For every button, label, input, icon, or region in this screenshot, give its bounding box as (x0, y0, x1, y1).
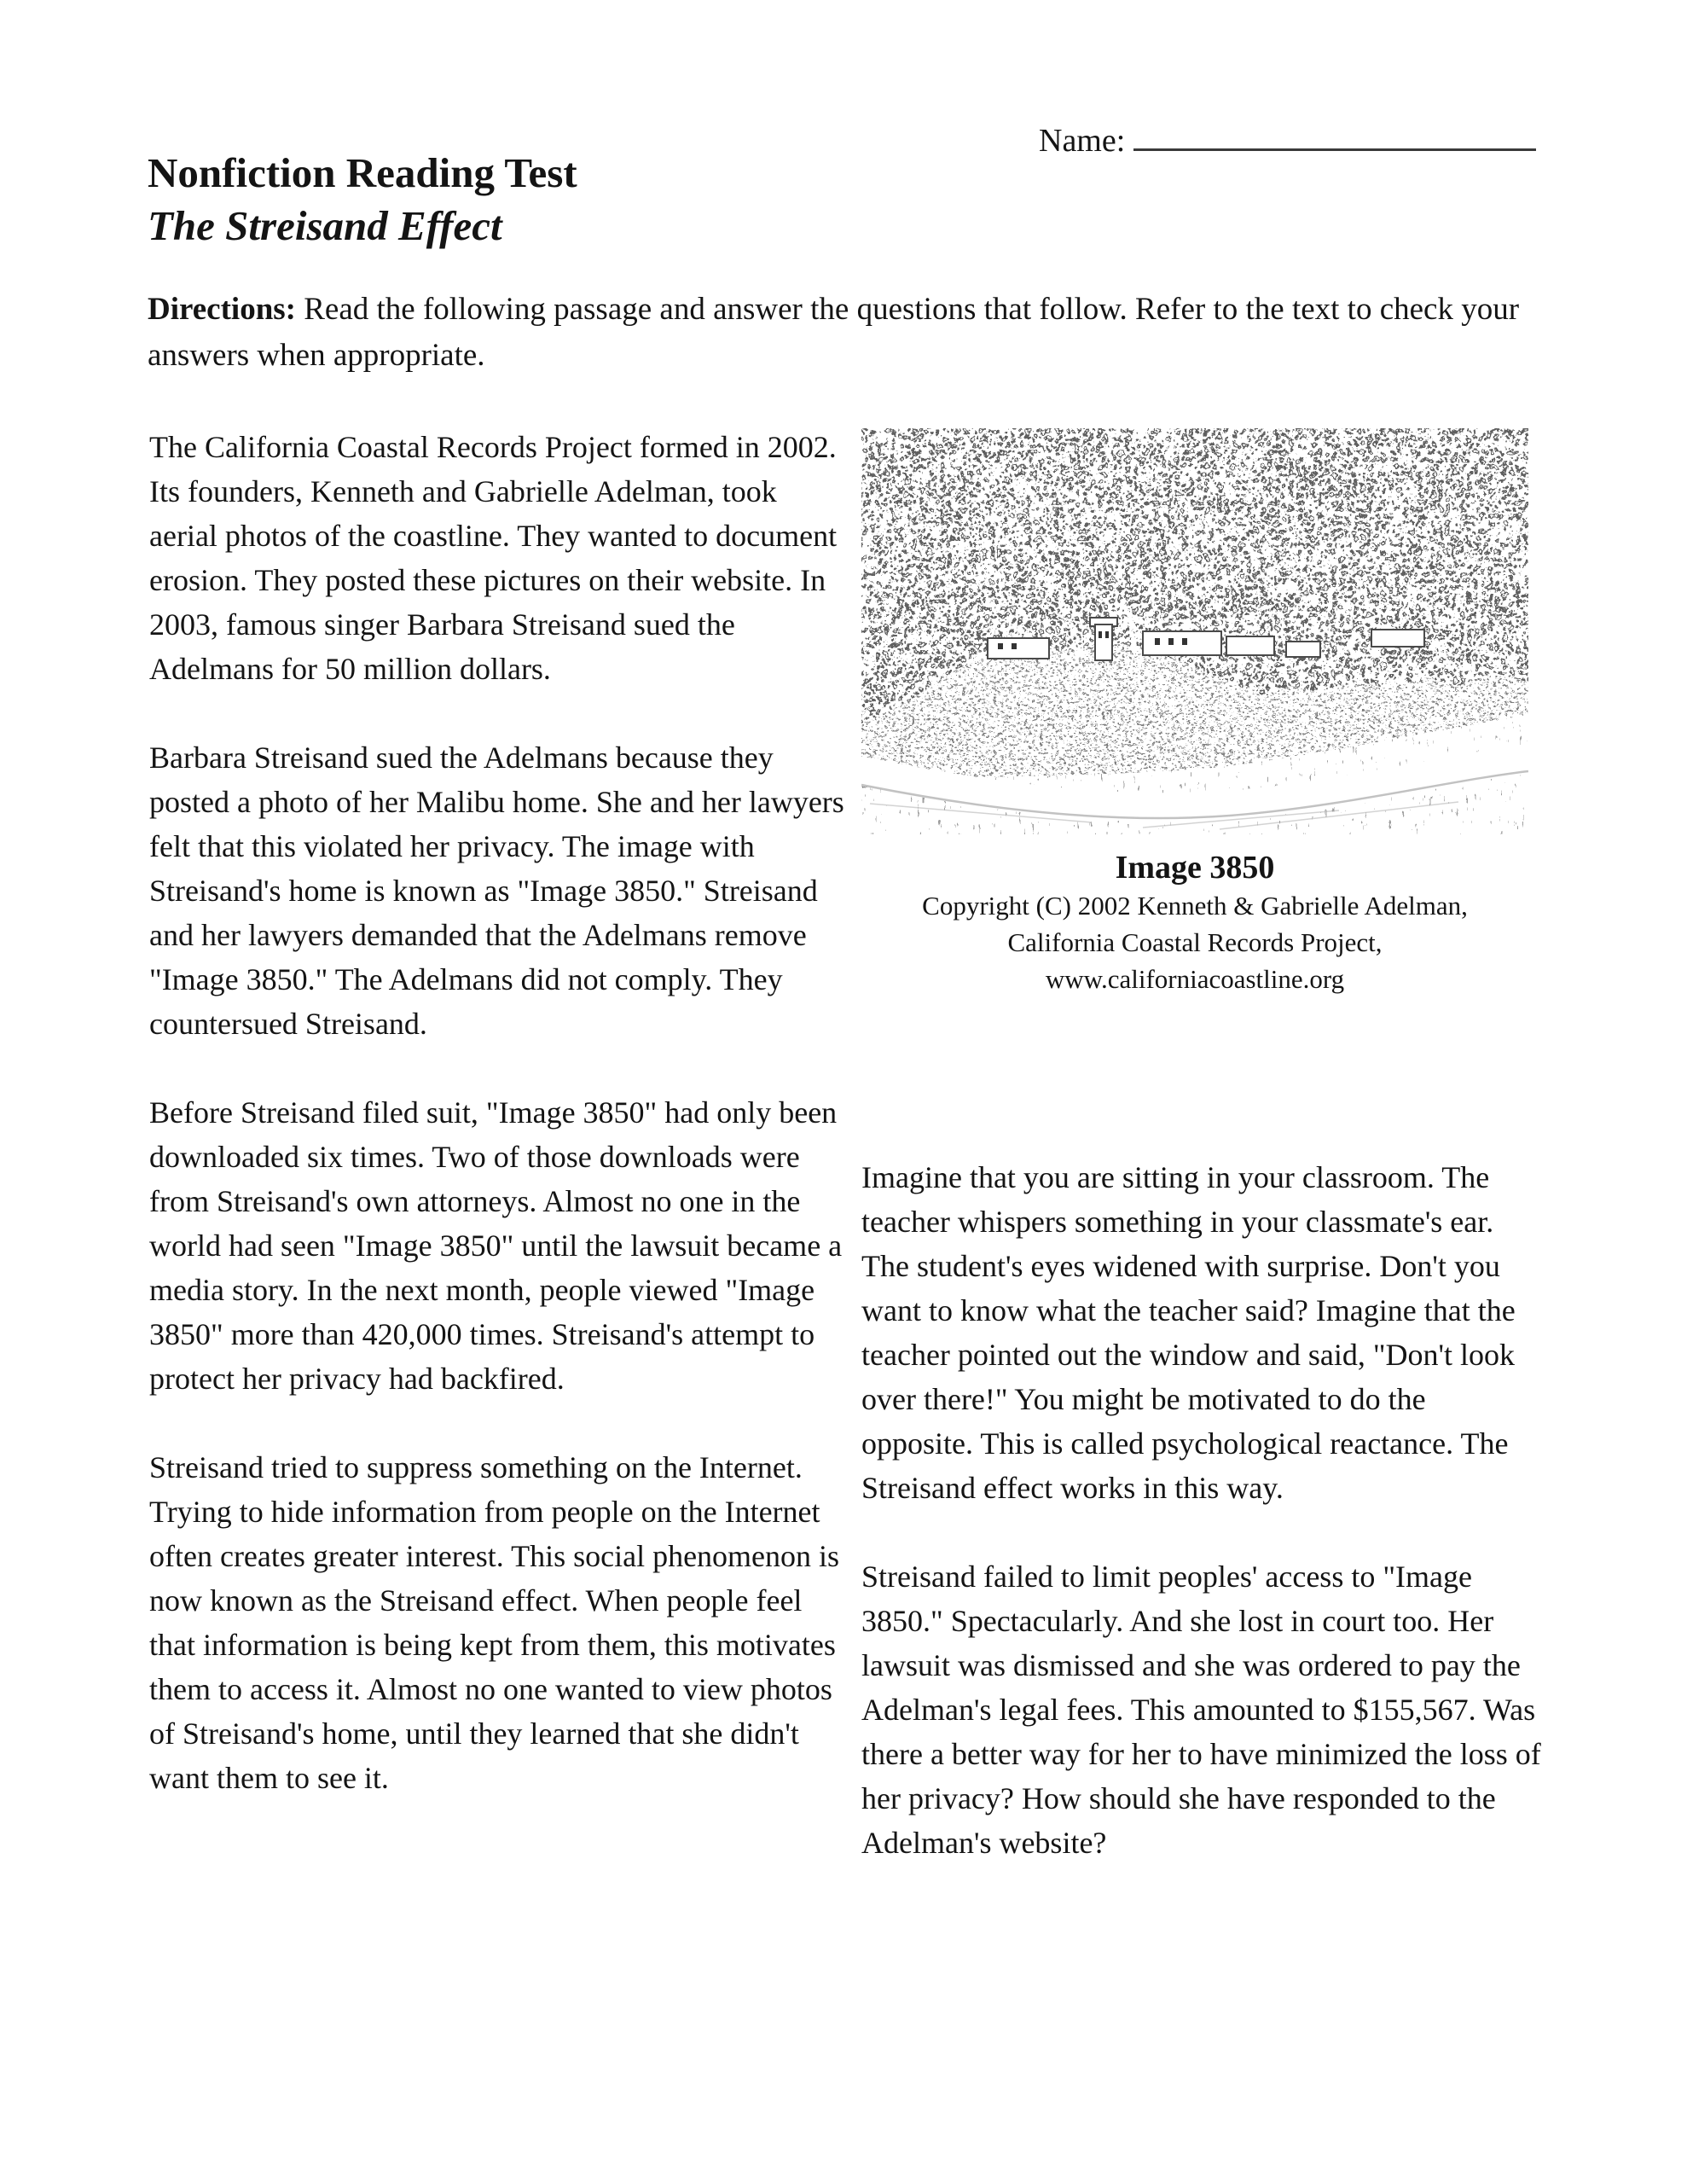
passage-paragraph: The California Coastal Records Project formed in 2002. Its founders, Kenneth and Gabrielle Adelman, took aerial photos of the coastline. They wanted to document erosion. They posted these pictures on their website. In 2003, famous singer Barbara Streisand sued the Adelmans for 50 million dollars. (149, 430, 838, 686)
passage-paragraph: Streisand failed to limit peoples' access to "Image 3850." Spectacularly. And she lost in court too. Her lawsuit was dismissed and she was ordered to pay the Adelman's legal fees. This amounted to $155,567. Was there a better way for her to have minimized the loss of her privacy? How should she have responded to the Adelman's website? (861, 1560, 1541, 1860)
page-subtitle: The Streisand Effect (148, 202, 502, 249)
figure-copyright-line: Copyright (C) 2002 Kenneth & Gabrielle Adelman, (922, 891, 1468, 921)
figure-caption-title: Image 3850 (1115, 850, 1275, 886)
passage-left-column (149, 425, 847, 1844)
figure-copyright-line: www.californiacoastline.org (1045, 964, 1345, 994)
passage-paragraph: Streisand tried to suppress something on the Internet. Trying to hide information from people on the Internet often creates greater interest. This social phenomenon is now known as the Streisand effect. When people feel that information is being kept from them, this motivates them to access it. Almost no one wanted to view photos of Streisand's home, until they learned that she didn't want them to see it. (149, 1450, 840, 1795)
directions-text: Read the following passage and answer the questions that follow. Refer to the text to check your answers when appropriate. (148, 292, 1520, 373)
passage-right-column (861, 1155, 1544, 1909)
name-line (1039, 119, 1536, 160)
figure-copyright-line: California Coastal Records Project, (1007, 927, 1383, 957)
figure-image-3850 (861, 428, 1528, 997)
directions (148, 287, 1546, 379)
directions-label: Directions: (148, 292, 296, 327)
passage-paragraph: Before Streisand filed suit, "Image 3850" had only been downloaded six times. Two of those downloads were from Streisand's own attorneys. Almost no one in the world had seen "Image 3850" until the lawsuit became a media story. In the next month, people viewed "Image 3850" more than 420,000 times. Streisand's attempt to protect her privacy had backfired. (149, 1095, 843, 1396)
title-block (148, 147, 577, 253)
page-title: Nonfiction Reading Test (148, 149, 577, 196)
name-blank-line[interactable] (1133, 119, 1536, 151)
passage-paragraph: Barbara Streisand sued the Adelmans because they posted a photo of her Malibu home. She and her lawyers felt that this violated her privacy. The image with Streisand's home is known as "Image 3850." Streisand and her lawyers demanded that the Adelmans remove "Image 3850." The Adelmans did not comply. They countersued Streisand. (149, 741, 844, 1041)
name-label: Name: (1039, 123, 1126, 159)
figure-caption (861, 848, 1528, 997)
passage-paragraph: Imagine that you are sitting in your classroom. The teacher whispers something in your classmate's ear. The student's eyes widened with surprise. Don't you want to know what the teacher said? Imagine that the teacher pointed out the window and said, "Don't look over there!" You might be motivated to do the opposite. This is called psychological reactance. The Streisand effect works in this way. (861, 1160, 1516, 1505)
aerial-coastline-sketch (861, 428, 1528, 834)
